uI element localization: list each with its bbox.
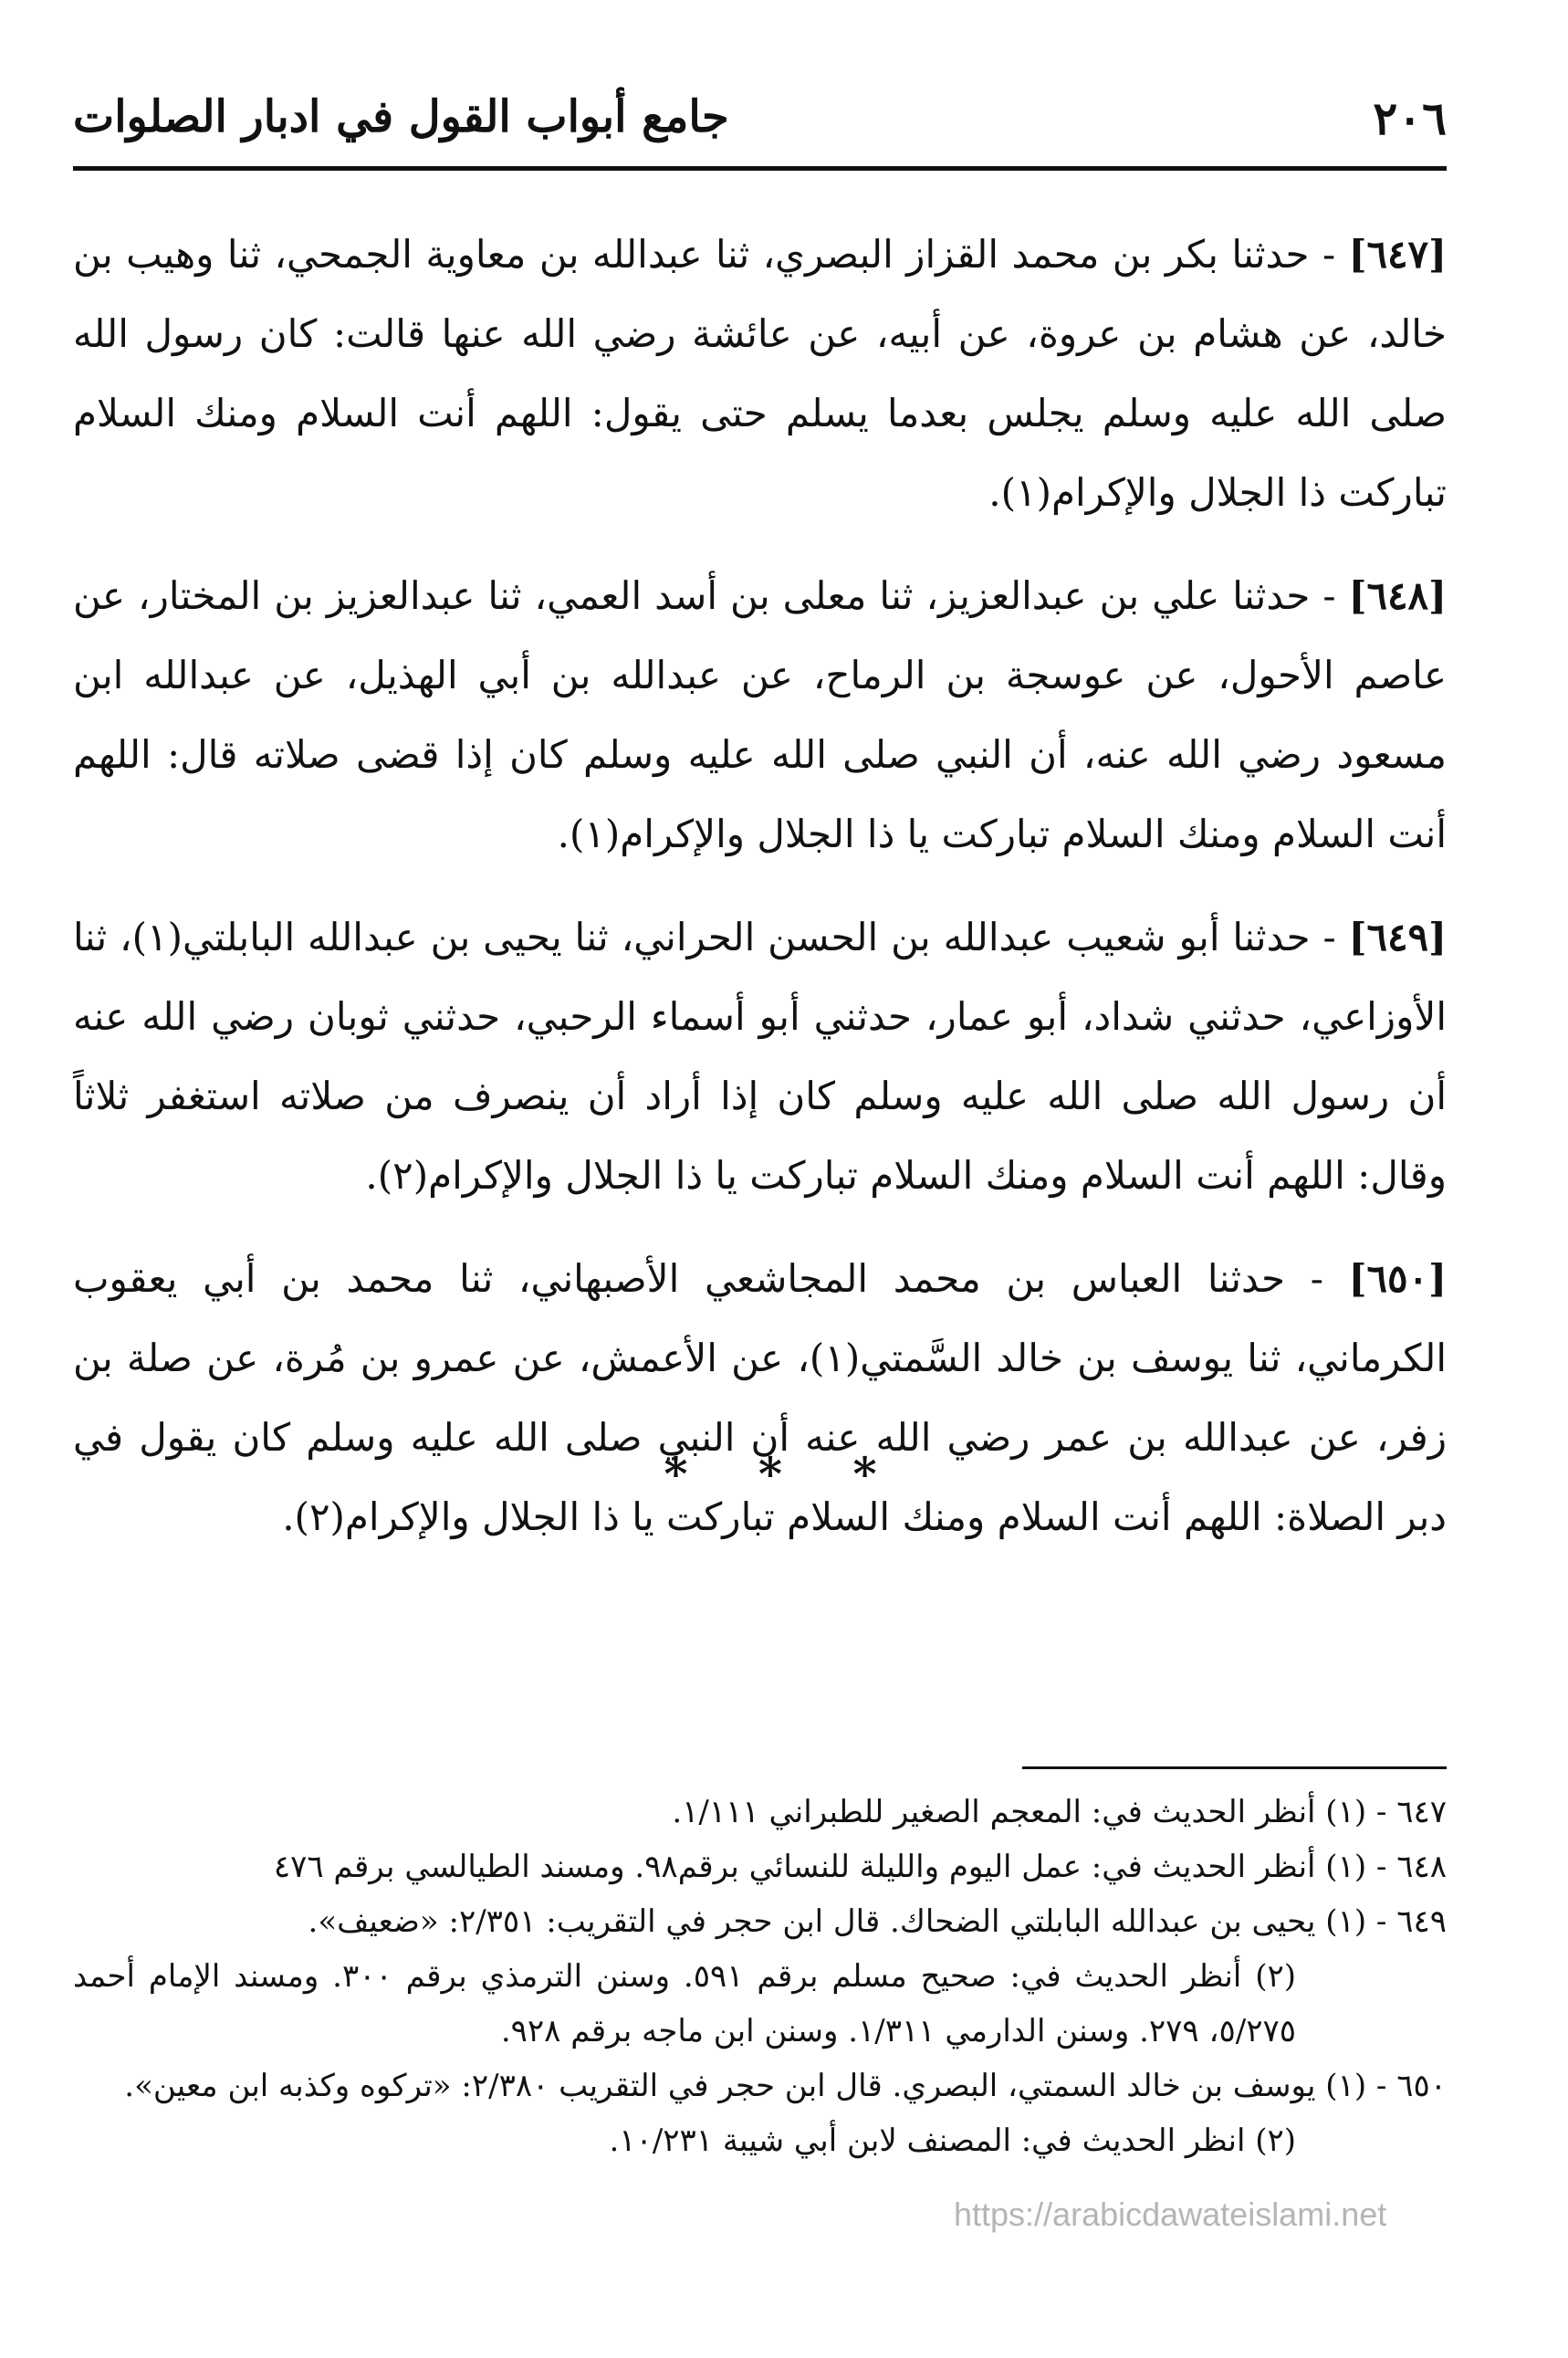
running-title: جامع أبواب القول في ادبار الصلوات <box>73 91 729 142</box>
footnote-648-1: ٦٤٨ - (١) أنظر الحديث في: عمل اليوم والليلة للنسائي برقم٩٨. ومسند الطيالسي برقم ٤٧٦ <box>273 1849 1447 1885</box>
hadith-number: [٦٥٠] <box>1348 1256 1447 1301</box>
page-number: ٢٠٦ <box>1373 91 1447 145</box>
footnote-650-1: ٦٥٠ - (١) يوسف بن خالد السمتي، البصري. قال ابن حجر في التقريب ٢/٣٨٠: «تركوه وكذبه ابن معين». <box>124 2068 1447 2104</box>
hadith-text: - حدثنا العباس بن محمد المجاشعي الأصبهاني، ثنا محمد بن أبي يعقوب الكرماني، ثنا يوسف بن خالد السَّمتي(١)، عن الأعمش، عن عمرو بن مُرة، عن صلة بن زفر، عن عبدالله بن عمر رضي الله عنه أن النبي صلى الله عليه وسلم كان يقول في دبر الصلاة: اللهم أنت السلام ومنك السلام تباركت يا ذا الجلال والإكرام(٢). <box>73 1256 1447 1539</box>
hadith-text: - حدثنا علي بن عبدالعزيز، ثنا معلى بن أسد العمي، ثنا عبدالعزيز بن المختار، عن عاصم الأحول، عن عوسجة بن الرماح، عن عبدالله بن أبي الهذيل، عن عبدالله ابن مسعود رضي الله عنه، أن النبي صلى الله عليه وسلم كان إذا قضى صلاته قال: اللهم أنت السلام ومنك السلام تباركت يا ذا الجلال والإكرام(١). <box>73 573 1447 856</box>
hadith-text: - حدثنا أبو شعيب عبدالله بن الحسن الحراني، ثنا يحيى بن عبدالله البابلتي(١)، ثنا الأوزاعي، حدثني شداد، أبو عمار، حدثني أبو أسماء الرحبي، حدثني ثوبان رضي الله عنه أن رسول الله صلى الله عليه وسلم كان إذا أراد أن ينصرف من صلاته استغفر ثلاثاً وقال: اللهم أنت السلام ومنك السلام تباركت يا ذا الجلال والإكرام(٢). <box>73 915 1447 1198</box>
hadith-text: - حدثنا بكر بن محمد القزاز البصري، ثنا عبدالله بن معاوية الجمحي، ثنا وهيب بن خالد، عن هشام بن عروة، عن أبيه، عن عائشة رضي الله عنها قالت: كان رسول الله صلى الله عليه وسلم يجلس بعدما يسلم حتى يقول: اللهم أنت السلام ومنك السلام تباركت ذا الجلال والإكرام(١). <box>73 232 1447 515</box>
hadith-648 <box>73 556 1447 874</box>
page-header <box>73 91 1447 164</box>
hadith-number: [٦٤٧] <box>1348 232 1447 277</box>
hadith-number: [٦٤٩] <box>1348 915 1447 959</box>
section-separator: * * * <box>664 1447 904 1501</box>
footnote-rule <box>1022 1766 1447 1769</box>
hadith-647 <box>73 215 1447 532</box>
hadith-650 <box>73 1239 1447 1556</box>
footnote-650-2: (٢) انظر الحديث في: المصنف لابن أبي شيبة ١٠/٢٣١. <box>609 2122 1296 2159</box>
footnote-649-1: ٦٤٩ - (١) يحيى بن عبدالله البابلتي الضحاك. قال ابن حجر في التقريب: ٢/٣٥١: «ضعيف». <box>308 1903 1447 1940</box>
hadith-number: [٦٤٨] <box>1348 573 1447 618</box>
hadith-list <box>73 215 1447 1580</box>
watermark-url: https://arabicdawateislami.net <box>954 2196 1387 2233</box>
hadith-649 <box>73 897 1447 1215</box>
header-rule <box>73 166 1447 171</box>
footnote-649-2: (٢) أنظر الحديث في: صحيح مسلم برقم ٥٩١. وسنن الترمذي برقم ٣٠٠. ومسند الإمام أحمد ٥/٢٧٥، ٢٧٩. وسنن الدارمي ١/٣١١. وسنن ابن ماجه برقم ٩٢٨. <box>73 1958 1297 2049</box>
footnote-647-1: ٦٤٧ - (١) أنظر الحديث في: المعجم الصغير للطبراني ١/١١١. <box>672 1794 1447 1830</box>
footnotes <box>73 1785 1447 2168</box>
